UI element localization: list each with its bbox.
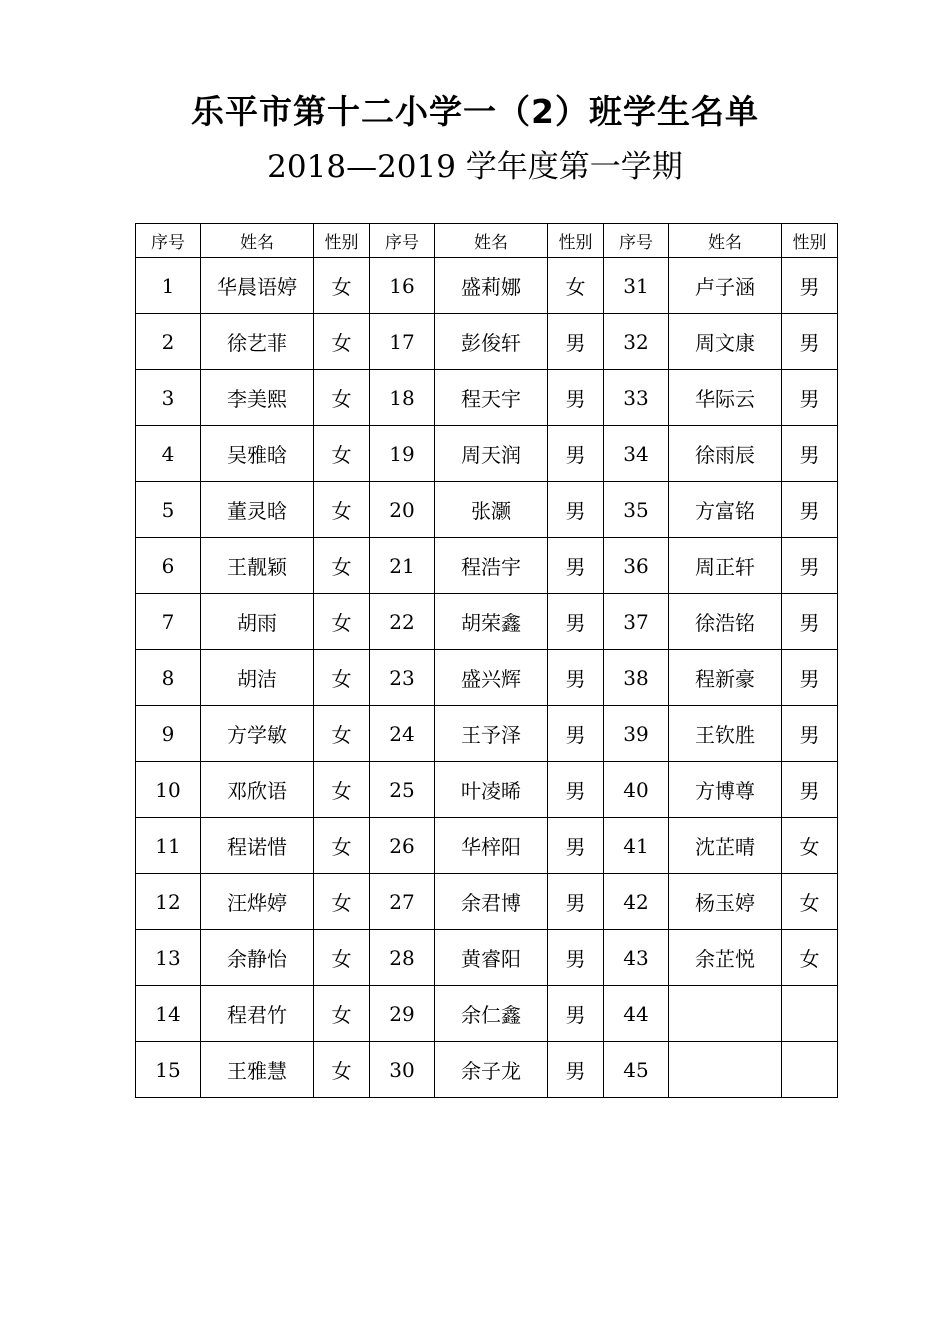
- cell-gender: 女: [782, 874, 838, 930]
- cell-gender: 男: [782, 426, 838, 482]
- cell-number: 18: [370, 370, 435, 426]
- cell-name: 王钦胜: [669, 706, 782, 762]
- table-row: [136, 482, 838, 538]
- cell-gender: 男: [548, 650, 604, 706]
- cell-gender: 男: [782, 594, 838, 650]
- cell-name: 黄睿阳: [435, 930, 548, 986]
- table-row: [136, 650, 838, 706]
- cell-gender: 男: [548, 538, 604, 594]
- cell-name: 程诺惜: [201, 818, 314, 874]
- cell-name: 张灏: [435, 482, 548, 538]
- header-cell-gender: 性别: [548, 224, 604, 258]
- cell-name: 李美熙: [201, 370, 314, 426]
- cell-name: 程天宇: [435, 370, 548, 426]
- cell-name: 王雅慧: [201, 1042, 314, 1098]
- cell-number: 23: [370, 650, 435, 706]
- cell-gender: 男: [782, 258, 838, 314]
- student-roster-table: [135, 223, 838, 1098]
- cell-number: 3: [136, 370, 201, 426]
- cell-number: 24: [370, 706, 435, 762]
- cell-number: 42: [604, 874, 669, 930]
- cell-gender: 女: [782, 818, 838, 874]
- cell-number: 36: [604, 538, 669, 594]
- cell-name: 卢子涵: [669, 258, 782, 314]
- cell-name: 徐浩铭: [669, 594, 782, 650]
- cell-name: 彭俊轩: [435, 314, 548, 370]
- cell-number: 32: [604, 314, 669, 370]
- cell-gender: 女: [314, 258, 370, 314]
- cell-number: 8: [136, 650, 201, 706]
- cell-number: 26: [370, 818, 435, 874]
- table-header-row: [136, 224, 838, 258]
- cell-number: 16: [370, 258, 435, 314]
- table-row: [136, 314, 838, 370]
- cell-number: 4: [136, 426, 201, 482]
- cell-number: 40: [604, 762, 669, 818]
- cell-name: [669, 986, 782, 1042]
- cell-name: 盛莉娜: [435, 258, 548, 314]
- cell-name: 方学敏: [201, 706, 314, 762]
- cell-gender: 男: [548, 930, 604, 986]
- table-row: [136, 426, 838, 482]
- cell-gender: 女: [314, 370, 370, 426]
- header-cell-number: 序号: [604, 224, 669, 258]
- cell-name: 盛兴辉: [435, 650, 548, 706]
- cell-number: 34: [604, 426, 669, 482]
- cell-gender: 女: [314, 482, 370, 538]
- cell-gender: 男: [548, 874, 604, 930]
- cell-gender: 女: [314, 874, 370, 930]
- header-cell-name: 姓名: [435, 224, 548, 258]
- cell-gender: 女: [314, 314, 370, 370]
- header-cell-gender: 性别: [782, 224, 838, 258]
- cell-number: 6: [136, 538, 201, 594]
- cell-name: 方富铭: [669, 482, 782, 538]
- cell-number: 11: [136, 818, 201, 874]
- cell-name: 徐艺菲: [201, 314, 314, 370]
- table-row: [136, 1042, 838, 1098]
- document-subtitle: 2018—2019 学年度第一学期: [267, 149, 683, 185]
- cell-name: 程浩宇: [435, 538, 548, 594]
- table-row: [136, 986, 838, 1042]
- cell-gender: 女: [782, 930, 838, 986]
- cell-name: 余子龙: [435, 1042, 548, 1098]
- cell-number: 2: [136, 314, 201, 370]
- cell-gender: 男: [548, 482, 604, 538]
- table-row: [136, 538, 838, 594]
- cell-gender: 女: [314, 986, 370, 1042]
- header-cell-name: 姓名: [201, 224, 314, 258]
- cell-number: 19: [370, 426, 435, 482]
- cell-name: 王靓颖: [201, 538, 314, 594]
- header-cell-number: 序号: [370, 224, 435, 258]
- cell-name: 杨玉婷: [669, 874, 782, 930]
- cell-gender: 男: [548, 706, 604, 762]
- table-row: [136, 258, 838, 314]
- cell-name: 吴雅晗: [201, 426, 314, 482]
- cell-gender: 男: [782, 538, 838, 594]
- table-row: [136, 706, 838, 762]
- cell-number: 15: [136, 1042, 201, 1098]
- cell-number: 7: [136, 594, 201, 650]
- table-row: [136, 874, 838, 930]
- cell-number: 25: [370, 762, 435, 818]
- cell-name: 周文康: [669, 314, 782, 370]
- cell-name: 方博尊: [669, 762, 782, 818]
- cell-gender: 女: [314, 426, 370, 482]
- cell-name: 沈芷晴: [669, 818, 782, 874]
- cell-number: 17: [370, 314, 435, 370]
- cell-number: 29: [370, 986, 435, 1042]
- cell-name: 华际云: [669, 370, 782, 426]
- cell-number: 39: [604, 706, 669, 762]
- cell-name: 叶凌晞: [435, 762, 548, 818]
- table-body: [136, 258, 838, 1098]
- cell-gender: 男: [548, 370, 604, 426]
- cell-name: 余芷悦: [669, 930, 782, 986]
- table-row: [136, 930, 838, 986]
- cell-gender: 男: [548, 986, 604, 1042]
- cell-gender: 女: [314, 594, 370, 650]
- cell-gender: [782, 986, 838, 1042]
- cell-name: 余静怡: [201, 930, 314, 986]
- cell-name: 余仁鑫: [435, 986, 548, 1042]
- cell-number: 33: [604, 370, 669, 426]
- cell-number: 21: [370, 538, 435, 594]
- cell-gender: [782, 1042, 838, 1098]
- cell-gender: 女: [548, 258, 604, 314]
- cell-gender: 男: [782, 762, 838, 818]
- cell-gender: 男: [782, 482, 838, 538]
- cell-gender: 男: [782, 370, 838, 426]
- cell-number: 43: [604, 930, 669, 986]
- cell-name: 周正轩: [669, 538, 782, 594]
- table-row: [136, 370, 838, 426]
- cell-gender: 男: [548, 314, 604, 370]
- table-row: [136, 818, 838, 874]
- cell-gender: 男: [548, 762, 604, 818]
- cell-name: 汪烨婷: [201, 874, 314, 930]
- cell-number: 30: [370, 1042, 435, 1098]
- cell-gender: 女: [314, 650, 370, 706]
- cell-number: 14: [136, 986, 201, 1042]
- cell-number: 37: [604, 594, 669, 650]
- cell-name: 程新豪: [669, 650, 782, 706]
- cell-gender: 男: [548, 818, 604, 874]
- cell-gender: 女: [314, 818, 370, 874]
- cell-gender: 男: [548, 594, 604, 650]
- cell-number: 20: [370, 482, 435, 538]
- header-cell-gender: 性别: [314, 224, 370, 258]
- cell-number: 45: [604, 1042, 669, 1098]
- cell-name: 胡雨: [201, 594, 314, 650]
- cell-gender: 男: [782, 706, 838, 762]
- cell-gender: 女: [314, 706, 370, 762]
- cell-gender: 女: [314, 762, 370, 818]
- cell-number: 31: [604, 258, 669, 314]
- cell-name: 董灵晗: [201, 482, 314, 538]
- header-cell-number: 序号: [136, 224, 201, 258]
- cell-name: 邓欣语: [201, 762, 314, 818]
- cell-gender: 女: [314, 1042, 370, 1098]
- cell-number: 44: [604, 986, 669, 1042]
- cell-number: 12: [136, 874, 201, 930]
- cell-gender: 男: [782, 650, 838, 706]
- document-title: 乐平市第十二小学一（2）班学生名单: [191, 92, 759, 131]
- cell-number: 9: [136, 706, 201, 762]
- cell-gender: 女: [314, 930, 370, 986]
- cell-name: 胡荣鑫: [435, 594, 548, 650]
- cell-number: 13: [136, 930, 201, 986]
- cell-name: 王予泽: [435, 706, 548, 762]
- cell-number: 22: [370, 594, 435, 650]
- table-row: [136, 762, 838, 818]
- cell-number: 41: [604, 818, 669, 874]
- cell-name: 徐雨辰: [669, 426, 782, 482]
- cell-name: 华晨语婷: [201, 258, 314, 314]
- cell-name: 程君竹: [201, 986, 314, 1042]
- cell-gender: 男: [548, 1042, 604, 1098]
- cell-number: 35: [604, 482, 669, 538]
- cell-gender: 女: [314, 538, 370, 594]
- cell-name: 周天润: [435, 426, 548, 482]
- header-cell-name: 姓名: [669, 224, 782, 258]
- cell-number: 5: [136, 482, 201, 538]
- cell-number: 1: [136, 258, 201, 314]
- cell-name: 胡洁: [201, 650, 314, 706]
- cell-number: 10: [136, 762, 201, 818]
- cell-gender: 男: [548, 426, 604, 482]
- cell-name: 华梓阳: [435, 818, 548, 874]
- cell-name: 余君博: [435, 874, 548, 930]
- cell-name: [669, 1042, 782, 1098]
- cell-number: 27: [370, 874, 435, 930]
- cell-number: 38: [604, 650, 669, 706]
- cell-number: 28: [370, 930, 435, 986]
- table-row: [136, 594, 838, 650]
- cell-gender: 男: [782, 314, 838, 370]
